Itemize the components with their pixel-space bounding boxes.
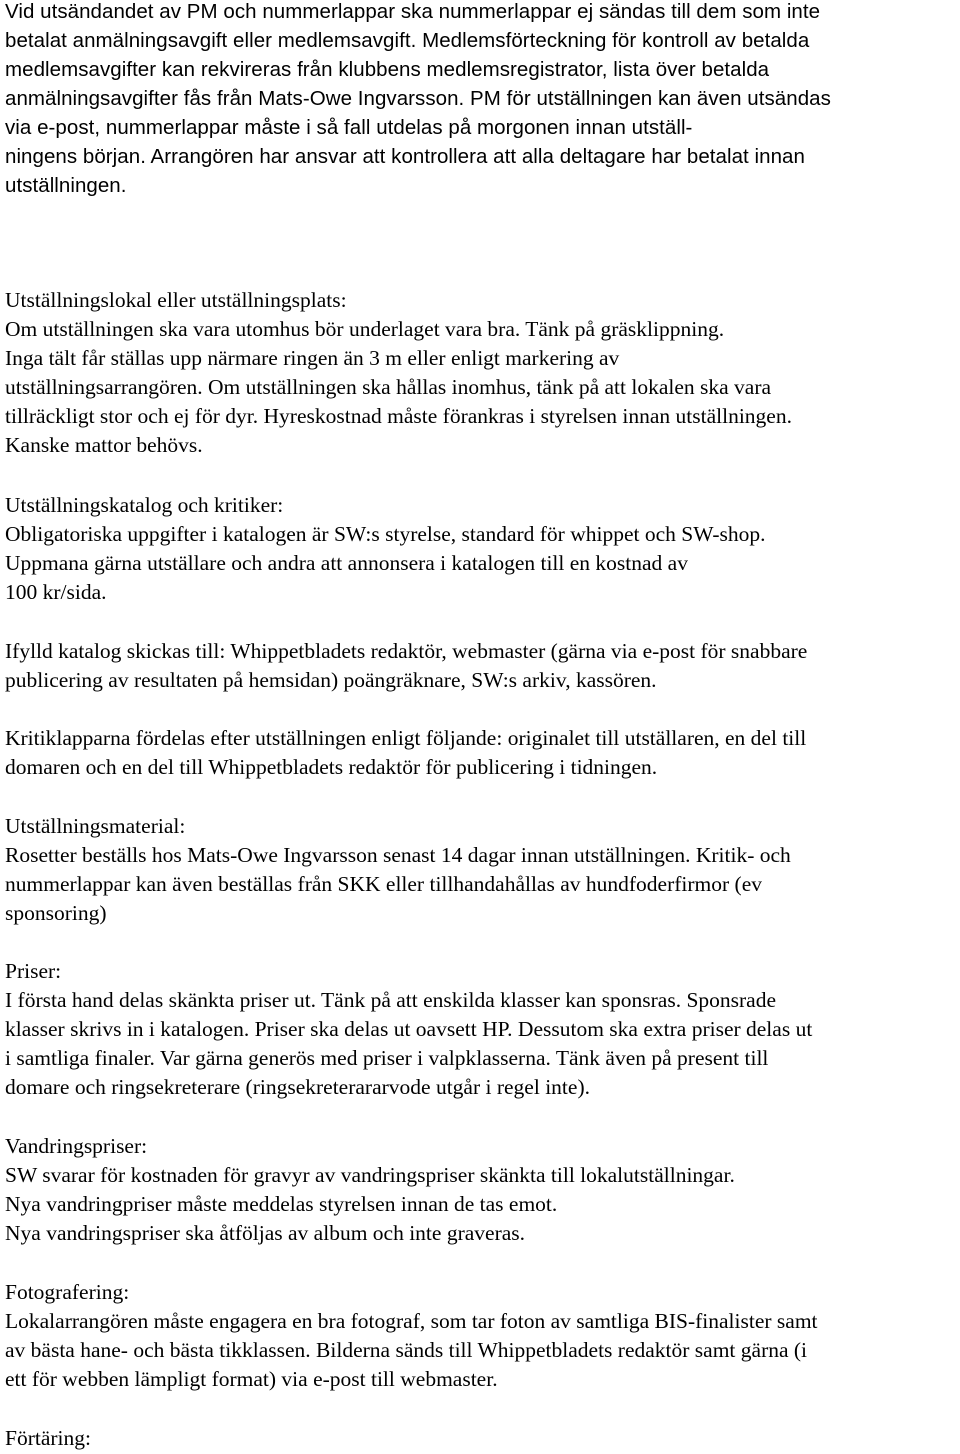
section-kritiklappar [5, 724, 806, 782]
text-line: Obligatoriska uppgifter i katalogen är SW:s styrelse, standard för whippet och SW-shop. [5, 522, 766, 546]
text-line: publicering av resultaten på hemsidan) poängräknare, SW:s arkiv, kassören. [5, 668, 657, 692]
section-heading: Utställningskatalog och kritiker: [5, 493, 284, 517]
section-heading: Fotografering: [5, 1280, 130, 1304]
section-fortaring [5, 1424, 91, 1453]
section-heading: Förtäring: [5, 1426, 91, 1450]
text-line: medlemsavgifter kan rekvireras från klubbens medlemsregistrator, lista över betalda [5, 58, 770, 81]
section-heading: Vandringspriser: [5, 1134, 148, 1158]
section-heading: Utställningslokal eller utställningsplats: [5, 288, 347, 312]
text-line: nummerlappar kan även beställas från SKK eller tillhandahållas av hundfoderfirmor (ev [5, 872, 763, 896]
text-line: SW svarar för kostnaden för gravyr av vandringspriser skänkta till lokalutställningar. [5, 1163, 735, 1187]
section-heading: Utställningsmaterial: [5, 814, 186, 838]
text-line: Vid utsändandet av PM och nummerlappar ska nummerlappar ej sändas till dem som inte [5, 0, 821, 23]
text-line: Om utställningen ska vara utomhus bör underlaget vara bra. Tänk på gräsklippning. [5, 317, 725, 341]
text-line: klasser skrivs in i katalogen. Priser ska delas ut oavsett HP. Dessutom ska extra priser delas ut [5, 1017, 813, 1041]
text-line: 100 kr/sida. [5, 580, 107, 604]
text-line: utställningen. [5, 174, 127, 197]
text-line: Inga tält får ställas upp närmare ringen än 3 m eller enligt markering av [5, 346, 620, 370]
text-line: Ifylld katalog skickas till: Whippetbladets redaktör, webmaster (gärna via e-post för snabbare [5, 639, 808, 663]
text-line: i samtliga finaler. Var gärna generös med priser i valpklasserna. Tänk även på present till [5, 1046, 769, 1070]
intro-paragraph [5, 0, 831, 200]
section-heading: Priser: [5, 959, 62, 983]
section-katalog [5, 491, 766, 607]
text-line: sponsoring) [5, 901, 107, 925]
section-vandringspriser [5, 1132, 735, 1248]
text-line: domare och ringsekreterare (ringsekreterararvode utgår i regel inte). [5, 1075, 590, 1099]
text-line: Rosetter beställs hos Mats-Owe Ingvarsson senast 14 dagar innan utställningen. Kritik- och [5, 843, 791, 867]
text-line: I första hand delas skänkta priser ut. Tänk på att enskilda klasser kan sponsras. Sponsrade [5, 988, 777, 1012]
section-priser [5, 957, 812, 1102]
text-line: utställningsarrangören. Om utställningen ska hållas inomhus, tänk på att lokalen ska vara [5, 375, 772, 399]
text-line: betalat anmälningsavgift eller medlemsavgift. Medlemsförteckning för kontroll av betalda [5, 29, 810, 52]
section-material [5, 812, 791, 928]
text-line: tillräckligt stor och ej för dyr. Hyreskostnad måste förankras i styrelsen innan utställningen. [5, 404, 792, 428]
text-line: Lokalarrangören måste engagera en bra fotograf, som tar foton av samtliga BIS-finalister samt [5, 1309, 818, 1333]
text-line: ningens början. Arrangören har ansvar att kontrollera att alla deltagare har betalat innan [5, 145, 805, 168]
text-line: ett för webben lämpligt format) via e-post till webmaster. [5, 1367, 498, 1391]
text-line: Kritiklapparna fördelas efter utställningen enligt följande: originalet till utställaren, en del till [5, 726, 807, 750]
text-line: anmälningsavgifter fås från Mats-Owe Ingvarsson. PM för utställningen kan även utsändas [5, 87, 831, 110]
text-line: Kanske mattor behövs. [5, 433, 203, 457]
text-line: Nya vandringspriser ska åtföljas av album och inte graveras. [5, 1221, 526, 1245]
section-fotografering [5, 1278, 818, 1394]
text-line: domaren och en del till Whippetbladets redaktör för publicering i tidningen. [5, 755, 658, 779]
text-line: Uppmana gärna utställare och andra att annonsera i katalogen till en kostnad av [5, 551, 688, 575]
text-line: Nya vandringpriser måste meddelas styrelsen innan de tas emot. [5, 1192, 558, 1216]
section-ifylld-katalog [5, 637, 807, 695]
text-line: via e-post, nummerlappar måste i så fall utdelas på morgonen innan utställ- [5, 116, 693, 139]
text-line: av bästa hane- och bästa tikklassen. Bilderna sänds till Whippetbladets redaktör samt gärna (i [5, 1338, 808, 1362]
section-lokal [5, 286, 792, 460]
